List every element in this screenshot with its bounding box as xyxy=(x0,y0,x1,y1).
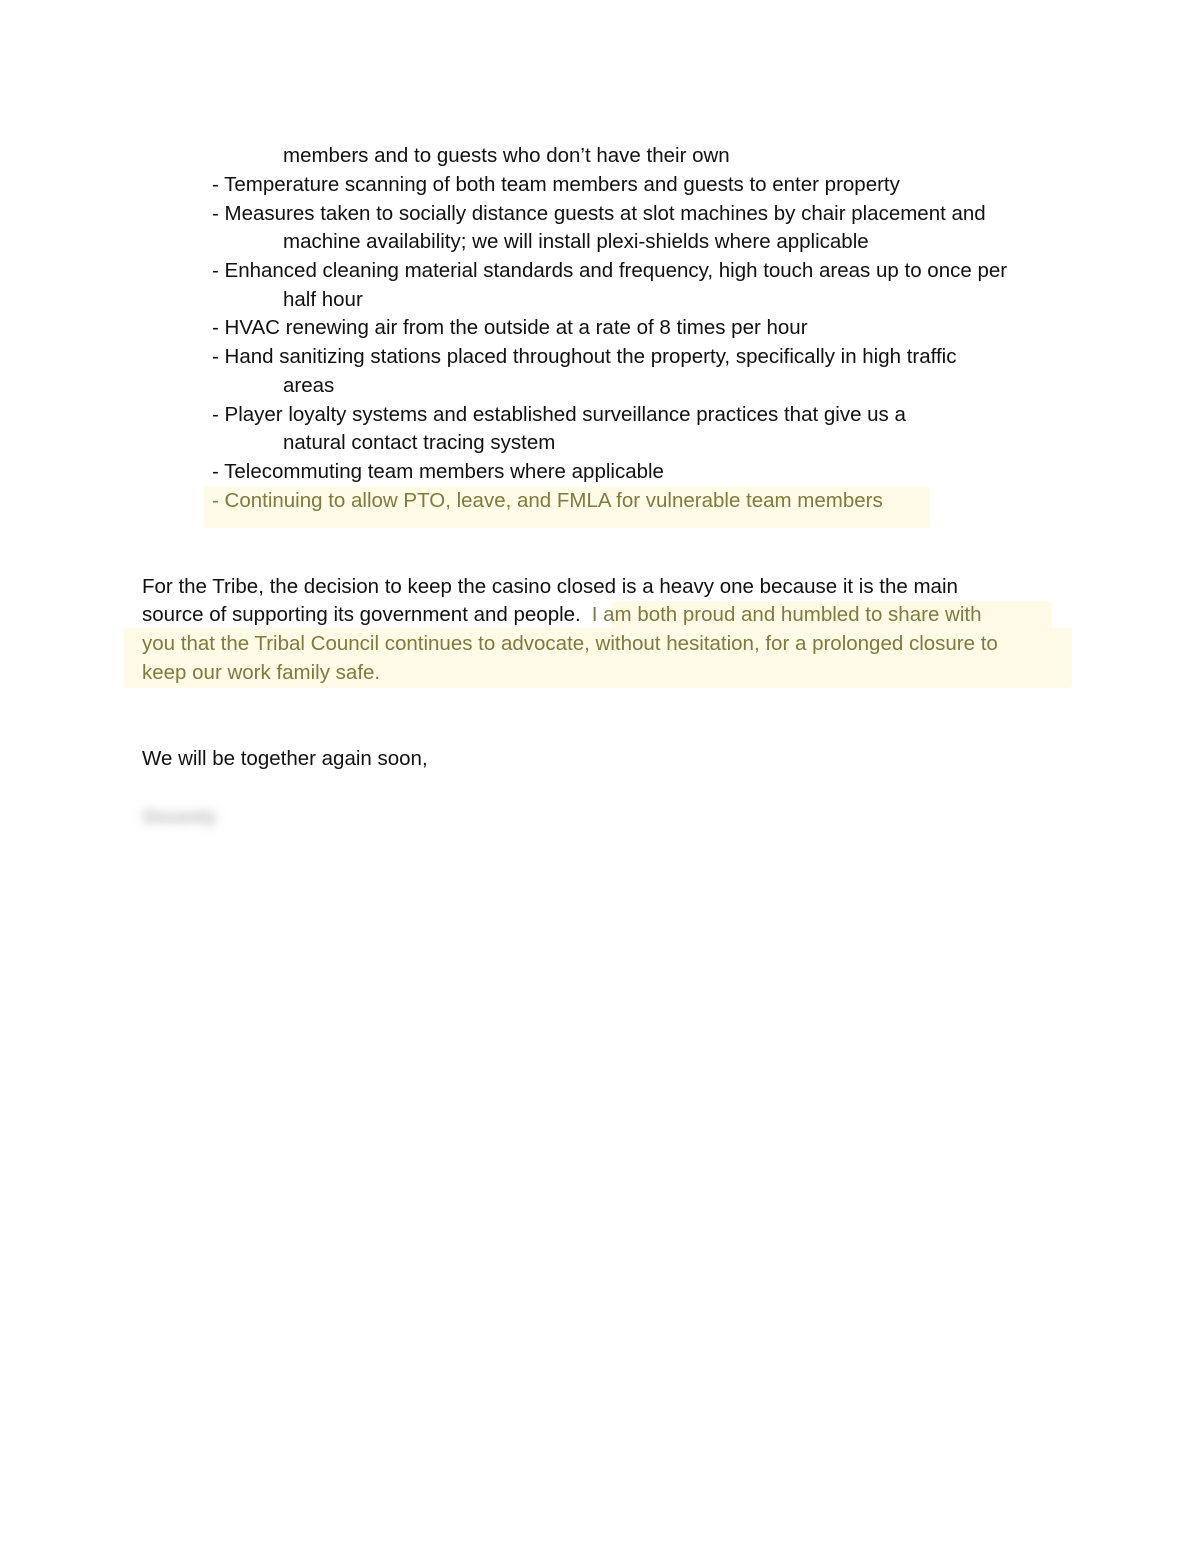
paragraph-highlight-text: I am both proud and humbled to share with xyxy=(591,603,982,626)
paragraph-line: For the Tribe, the decision to keep the casino closed is a heavy one because it is the main xyxy=(142,575,958,598)
bullet-line: areas xyxy=(283,374,335,397)
bullet-line: machine availability; we will install plexi-shields where applicable xyxy=(283,230,869,253)
bullet-line: members and to guests who don’t have their own xyxy=(283,144,730,167)
bullet-line: natural contact tracing system xyxy=(283,431,556,454)
bullet-line: - Hand sanitizing stations placed throughout the property, specifically in high traffic xyxy=(212,345,957,368)
bullet-line-highlighted: - Continuing to allow PTO, leave, and FMLA for vulnerable team members xyxy=(212,489,883,512)
bullet-line: - HVAC renewing air from the outside at a rate of 8 times per hour xyxy=(212,316,808,339)
bullet-line: - Player loyalty systems and established surveillance practices that give us a xyxy=(212,403,906,426)
bullet-line: - Measures taken to socially distance guests at slot machines by chair placement and xyxy=(212,202,986,225)
bullet-line: - Temperature scanning of both team members and guests to enter property xyxy=(212,173,900,196)
closing-line: We will be together again soon, xyxy=(142,747,428,770)
paragraph-line xyxy=(142,601,982,629)
bullet-line: - Telecommuting team members where applicable xyxy=(212,460,664,483)
paragraph-plain-text: source of supporting its government and people. xyxy=(142,603,581,626)
bullet-line: - Enhanced cleaning material standards and frequency, high touch areas up to once per xyxy=(212,259,1008,282)
bullet-line: half hour xyxy=(283,288,363,311)
paragraph-line-highlighted: you that the Tribal Council continues to advocate, without hesitation, for a prolonged closure to xyxy=(142,632,998,655)
redacted-signature: Sincerely xyxy=(142,807,217,827)
paragraph-line-highlighted: keep our work family safe. xyxy=(142,661,381,684)
